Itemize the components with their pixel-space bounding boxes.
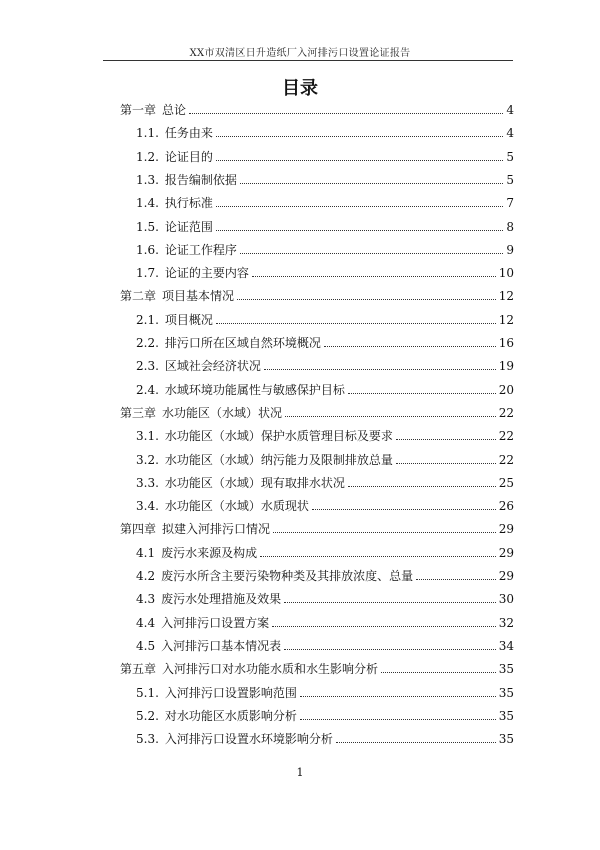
dot-leader [264, 369, 496, 370]
toc-entry-number: 1.7. [136, 266, 159, 281]
toc-entry-label [136, 312, 213, 328]
toc-entry-title: 拟建入河排污口情况 [162, 522, 271, 537]
toc-entry-label [136, 125, 213, 141]
toc-entry-page: 16 [498, 336, 514, 350]
toc-entry-label [120, 102, 186, 118]
toc-entry-number: 2.4. [136, 382, 159, 397]
toc-entry-page: 29 [498, 545, 514, 560]
toc-section-entry[interactable] [136, 312, 514, 328]
dot-leader [396, 439, 496, 440]
toc-section-entry[interactable] [136, 428, 514, 444]
toc-entry-title: 水功能区（水域）保护水质管理目标及要求 [164, 429, 393, 444]
toc-entry-label [136, 172, 237, 188]
toc-entry-page: 12 [498, 312, 514, 327]
dot-leader [336, 742, 496, 743]
toc-entry-title: 水功能区（水域）现有取排水状况 [164, 475, 345, 490]
toc-entry-page: 22 [498, 429, 514, 444]
toc-entry-page: 35 [498, 708, 514, 723]
toc-entry-label [136, 358, 261, 374]
toc-entry-title: 入河排污口设置水环境影响分析 [164, 732, 333, 747]
toc-entry-page: 22 [498, 452, 514, 467]
toc-entry-label [136, 568, 413, 584]
toc-section-entry[interactable] [136, 335, 514, 351]
dot-leader [216, 323, 496, 324]
toc-entry-label [136, 685, 297, 701]
toc-entry-page: 25 [498, 475, 514, 490]
toc-entry-number: 5.1. [136, 685, 159, 700]
toc-entry-label [136, 219, 213, 235]
toc-entry-number: 2.1. [136, 312, 159, 327]
toc-entry-number: 3.1. [136, 429, 159, 444]
toc-entry-page: 12 [498, 289, 514, 304]
dot-leader [381, 672, 496, 673]
toc-entry-page: 20 [498, 382, 514, 397]
toc-section-entry[interactable] [136, 498, 514, 514]
toc-entry-label [136, 452, 393, 468]
toc-entry-page: 4 [506, 126, 514, 141]
toc-entry-page: 29 [498, 522, 514, 537]
toc-entry-number: 4.1 [136, 545, 156, 560]
toc-section-entry[interactable] [136, 242, 514, 258]
toc-section-entry[interactable] [136, 615, 514, 631]
toc-chapter-entry[interactable] [120, 405, 514, 421]
toc-entry-label [136, 615, 269, 631]
toc-entry-title: 水功能区（水域）水质现状 [164, 499, 309, 514]
toc-entry-page: 8 [506, 219, 514, 234]
toc-section-entry[interactable] [136, 591, 514, 607]
dot-leader [240, 183, 503, 184]
toc-entry-page: 4 [506, 103, 514, 117]
toc-entry-page: 9 [506, 242, 514, 257]
toc-entry-title: 论证的主要内容 [164, 266, 249, 281]
toc-entry-label [136, 195, 213, 211]
toc-entry-title: 对水功能区水质影响分析 [164, 708, 297, 723]
toc-entry-number: 第一章 [120, 103, 157, 117]
toc-entry-label [136, 498, 309, 514]
toc-entry-label [136, 149, 213, 165]
dot-leader [348, 486, 496, 487]
toc-entry-title: 论证目的 [164, 149, 213, 164]
toc-section-entry[interactable] [136, 638, 514, 654]
dot-leader [189, 113, 503, 114]
toc-section-entry[interactable] [136, 358, 514, 374]
toc-entry-label [120, 405, 282, 421]
dot-leader [312, 509, 496, 510]
toc-entry-number: 第二章 [120, 289, 157, 304]
dot-leader [216, 136, 503, 137]
toc-entry-title: 入河排污口对水功能水质和水生影响分析 [162, 662, 379, 677]
toc-entry-number: 1.6. [136, 242, 159, 257]
toc-entry-number: 1.5. [136, 219, 159, 234]
toc-entry-label [120, 661, 378, 677]
toc-entry-title: 废污水来源及构成 [161, 545, 258, 560]
toc-entry-number: 3.4. [136, 499, 159, 514]
dot-leader [273, 532, 496, 533]
toc-entry-title: 论证范围 [164, 219, 213, 234]
header-rule [103, 60, 513, 61]
dot-leader [216, 230, 503, 231]
dot-leader [324, 346, 496, 347]
dot-leader [216, 206, 503, 207]
toc-entry-label [120, 288, 234, 304]
toc-section-entry[interactable] [136, 265, 514, 281]
toc-entry-title: 执行标准 [164, 196, 213, 211]
toc-entry-label [136, 638, 281, 654]
toc-entry-number: 1.4. [136, 196, 159, 211]
toc-entry-page: 7 [506, 196, 514, 211]
dot-leader [285, 416, 496, 417]
dot-leader [252, 276, 496, 277]
toc-entry-number: 2.3. [136, 359, 159, 374]
toc-entry-page: 10 [498, 266, 514, 281]
toc-entry-number: 5.3. [136, 732, 159, 747]
toc-entry-number: 1.3. [136, 172, 159, 187]
toc-entry-page: 35 [498, 685, 514, 700]
toc-entry-number: 2.2. [136, 336, 159, 350]
dot-leader [284, 649, 496, 650]
toc-entry-title: 水功能区（水域）纳污能力及限制排放总量 [164, 452, 393, 467]
toc-entry-page: 34 [498, 638, 514, 653]
dot-leader [300, 719, 496, 720]
toc-entry-label [136, 591, 281, 607]
toc-entry-number: 第四章 [120, 522, 157, 537]
toc-entry-title: 入河排污口设置影响范围 [164, 685, 297, 700]
toc-entry-page: 5 [506, 149, 514, 164]
toc-entry-title: 废污水处理措施及效果 [161, 592, 282, 607]
toc-entry-label [136, 428, 393, 444]
toc-entry-label [136, 242, 237, 258]
toc-section-entry[interactable] [136, 452, 514, 468]
page-title: 目录 [282, 78, 318, 99]
toc-section-entry[interactable] [136, 219, 514, 235]
dot-leader [237, 299, 496, 300]
dot-leader [396, 463, 496, 464]
toc-entry-number: 4.3 [136, 592, 156, 607]
toc-entry-page: 35 [498, 662, 514, 677]
toc-entry-title: 项目概况 [164, 312, 213, 327]
dot-leader [284, 602, 496, 603]
page-number: 1 [296, 766, 304, 779]
toc-entry-label [136, 382, 345, 398]
toc-section-entry[interactable] [136, 568, 514, 584]
toc-chapter-entry[interactable] [120, 102, 514, 118]
toc-section-entry[interactable] [136, 731, 514, 747]
toc-section-entry[interactable] [136, 545, 514, 561]
toc-entry-page: 5 [506, 172, 514, 187]
dot-leader [240, 253, 503, 254]
toc-entry-title: 报告编制依据 [164, 172, 237, 187]
toc-entry-number: 3.3. [136, 475, 159, 490]
toc-entry-title: 入河排污口基本情况表 [161, 638, 282, 653]
toc-entry-number: 4.5 [136, 638, 156, 653]
toc-entry-page: 19 [498, 359, 514, 374]
toc-entry-title: 论证工作程序 [164, 242, 237, 257]
dot-leader [300, 696, 496, 697]
dot-leader [260, 556, 496, 557]
toc-entry-title: 入河排污口设置方案 [161, 615, 270, 630]
toc-section-entry[interactable] [136, 125, 514, 141]
toc-entry-label [120, 521, 270, 537]
toc-entry-title: 水功能区（水域）状况 [162, 405, 283, 420]
toc-section-entry[interactable] [136, 708, 514, 724]
toc-section-entry[interactable] [136, 475, 514, 491]
toc-entry-number: 4.4 [136, 615, 156, 630]
dot-leader [416, 579, 496, 580]
toc-entry-title: 废污水所含主要污染物种类及其排放浓度、总量 [161, 569, 414, 583]
toc-entry-label [136, 335, 321, 351]
toc-section-entry[interactable] [136, 685, 514, 701]
toc-entry-number: 4.2 [136, 569, 156, 583]
running-header: XX市双清区日升造纸厂入河排污口设置论证报告 [189, 48, 411, 59]
toc-entry-title: 项目基本情况 [162, 289, 235, 304]
toc-chapter-entry[interactable] [120, 521, 514, 537]
toc-section-entry[interactable] [136, 382, 514, 398]
toc-entry-title: 排污口所在区域自然环境概况 [164, 336, 321, 350]
dot-leader [272, 626, 496, 627]
toc-entry-page: 26 [498, 499, 514, 514]
toc-entry-page: 32 [498, 615, 514, 630]
toc-section-entry[interactable] [136, 149, 514, 165]
toc-entry-number: 5.2. [136, 708, 159, 723]
toc-entry-title: 水域环境功能属性与敏感保护目标 [164, 382, 345, 397]
toc-entry-number: 第三章 [120, 405, 157, 420]
toc-entry-title: 总论 [162, 103, 187, 117]
toc-entry-label [136, 708, 297, 724]
toc-entry-title: 任务由来 [164, 126, 213, 141]
toc-entry-title: 区域社会经济状况 [164, 359, 261, 374]
dot-leader [348, 393, 496, 394]
toc-entry-label [136, 545, 257, 561]
dot-leader [216, 160, 503, 161]
toc-section-entry[interactable] [136, 172, 514, 188]
toc-entry-page: 29 [498, 569, 514, 583]
toc-section-entry[interactable] [136, 195, 514, 211]
toc-entry-number: 1.1. [136, 126, 159, 141]
toc-entry-number: 3.2. [136, 452, 159, 467]
toc-entry-number: 第五章 [120, 662, 157, 677]
toc-entry-number: 1.2. [136, 149, 159, 164]
toc-entry-page: 30 [498, 592, 514, 607]
toc-entry-page: 22 [498, 405, 514, 420]
toc-chapter-entry[interactable] [120, 661, 514, 677]
toc-entry-label [136, 731, 333, 747]
toc-entry-page: 35 [498, 732, 514, 747]
toc-entry-label [136, 265, 249, 281]
toc-entry-label [136, 475, 345, 491]
toc-chapter-entry[interactable] [120, 288, 514, 304]
